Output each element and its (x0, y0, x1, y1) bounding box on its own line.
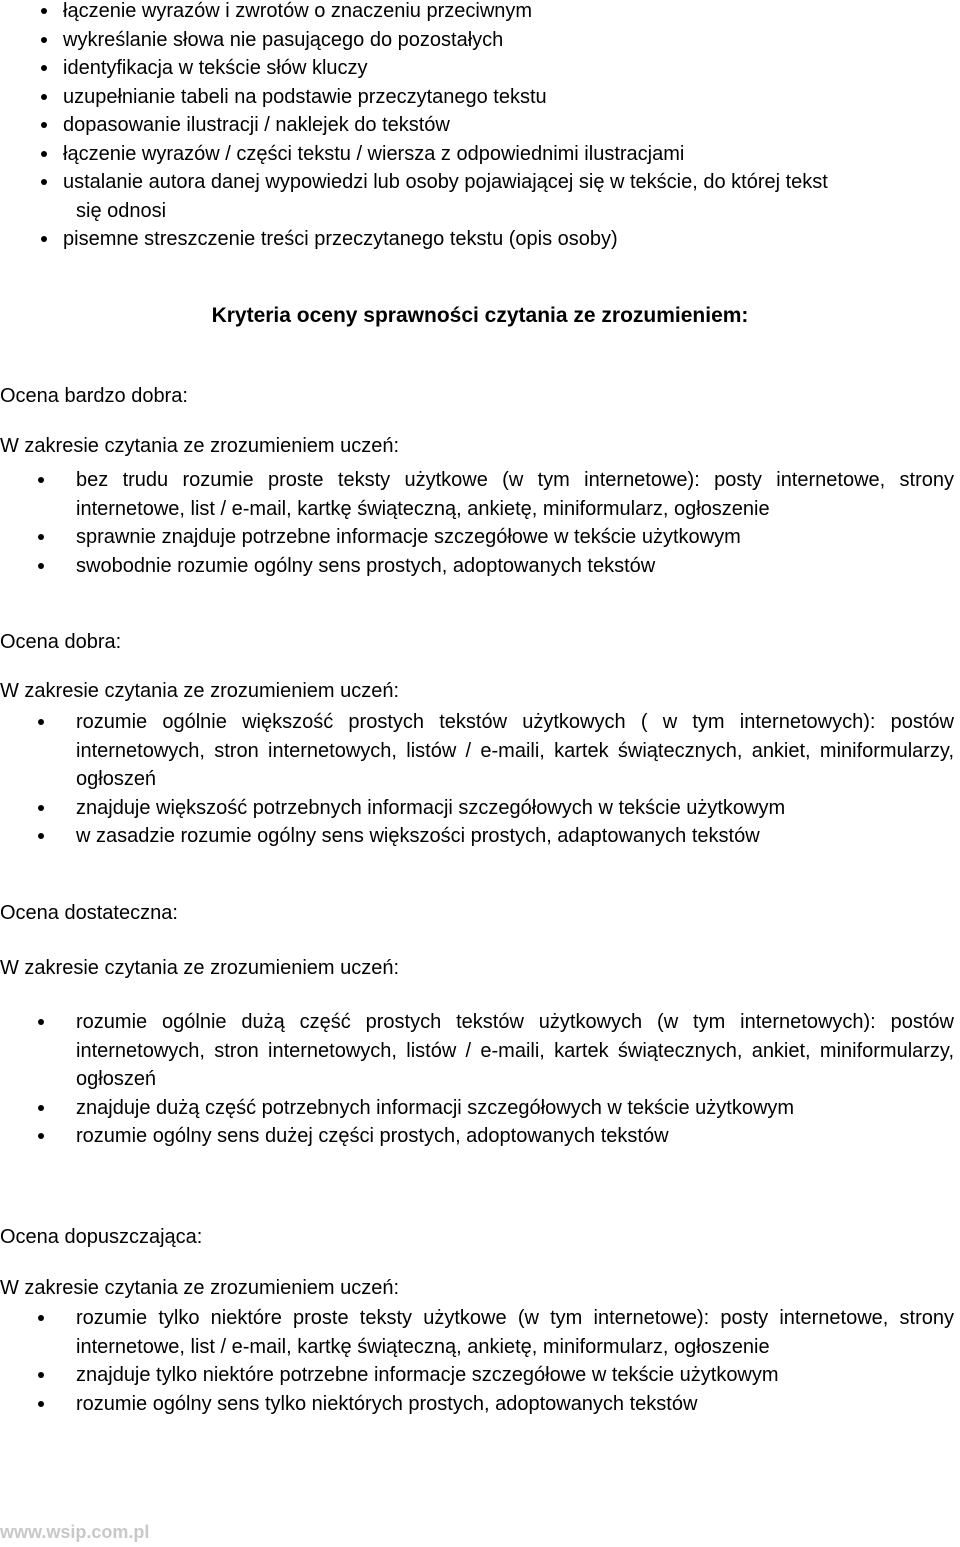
list-item-text-continued: się odnosi (76, 199, 167, 222)
grade-heading: Ocena dobra: (0, 631, 122, 653)
list-item: w zasadzie rozumie ogólny sens większości prostych, adaptowanych tekstów (76, 822, 954, 851)
footer-url: www.wsip.com.pl (0, 1522, 150, 1542)
list-item-text: łączenie wyrazów / części tekstu / wiersza z odpowiednimi ilustracjami (63, 142, 685, 165)
list-item (63, 26, 943, 55)
grade-heading: Ocena dostateczna: (0, 902, 178, 924)
grade-criteria-list (76, 1304, 954, 1418)
intro-text: W zakresie czytania ze zrozumieniem uczeń: (0, 680, 400, 702)
grade-criteria-list (76, 708, 954, 851)
list-item (63, 225, 943, 254)
list-item-text: pisemne streszczenie treści przeczytanego tekstu (opis osoby) (63, 228, 618, 250)
grade-criteria-list (76, 1008, 954, 1151)
intro-text: W zakresie czytania ze zrozumieniem uczeń: (0, 1277, 400, 1299)
list-item (63, 140, 943, 169)
list-item (63, 83, 943, 112)
grade-heading: Ocena bardzo dobra: (0, 385, 188, 407)
list-item: znajduje dużą część potrzebnych informacji szczegółowych w tekście użytkowym (76, 1094, 954, 1123)
list-item-text: wykreślanie słowa nie pasującego do pozostałych (63, 28, 504, 51)
grade-heading: Ocena dopuszczająca: (0, 1226, 203, 1248)
list-item: sprawnie znajduje potrzebne informacje szczegółowe w tekście użytkowym (76, 523, 954, 552)
intro-text: W zakresie czytania ze zrozumieniem uczeń: (0, 435, 400, 457)
list-item: znajduje większość potrzebnych informacji szczegółowych w tekście użytkowym (76, 794, 954, 823)
section-title: Kryteria oceny sprawności czytania ze zrozumieniem: (211, 304, 749, 327)
grade-criteria-list (76, 466, 954, 580)
list-item: rozumie ogólny sens tylko niektórych prostych, adoptowanych tekstów (76, 1390, 954, 1419)
list-item (63, 0, 943, 26)
list-item-text: ustalanie autora danej wypowiedzi lub osoby pojawiającej się w tekście, do której tekst (63, 171, 828, 193)
intro-text: W zakresie czytania ze zrozumieniem uczeń: (0, 957, 400, 979)
list-item (63, 54, 943, 83)
list-item-text: dopasowanie ilustracji / naklejek do tekstów (63, 114, 450, 136)
activity-list (63, 0, 943, 254)
list-item: rozumie ogólny sens dużej części prostych, adoptowanych tekstów (76, 1122, 954, 1151)
list-item (63, 111, 943, 140)
list-item: rozumie ogólnie dużą część prostych tekstów użytkowych (w tym internetowych): postów internetowych, stron internetowych, listów / e-maili, kartek świątecznych, ankiet, miniformularzy, ogłoszeń (76, 1008, 954, 1094)
list-item-text: uzupełnianie tabeli na podstawie przeczytanego tekstu (63, 85, 547, 108)
list-item: rozumie ogólnie większość prostych tekstów użytkowych ( w tym internetowych): postów internetowych, stron internetowych, listów / e-maili, kartek świątecznych, ankiet, miniformularzy, ogłoszeń (76, 708, 954, 794)
list-item-text: identyfikacja w tekście słów kluczy (63, 57, 368, 79)
list-item-text: łączenie wyrazów i zwrotów o znaczeniu przeciwnym (63, 0, 533, 22)
list-item (63, 168, 943, 225)
list-item: rozumie tylko niektóre proste teksty użytkowe (w tym internetowe): posty internetowe, strony internetowe, list / e-mail, kartkę świąteczną, ankietę, miniformularz, ogłoszenie (76, 1304, 954, 1361)
list-item: znajduje tylko niektóre potrzebne informacje szczegółowe w tekście użytkowym (76, 1361, 954, 1390)
list-item: bez trudu rozumie proste teksty użytkowe (w tym internetowe): posty internetowe, strony internetowe, list / e-mail, kartkę świąteczną, ankietę, miniformularz, ogłoszenie (76, 466, 954, 523)
list-item: swobodnie rozumie ogólny sens prostych, adoptowanych tekstów (76, 552, 954, 581)
